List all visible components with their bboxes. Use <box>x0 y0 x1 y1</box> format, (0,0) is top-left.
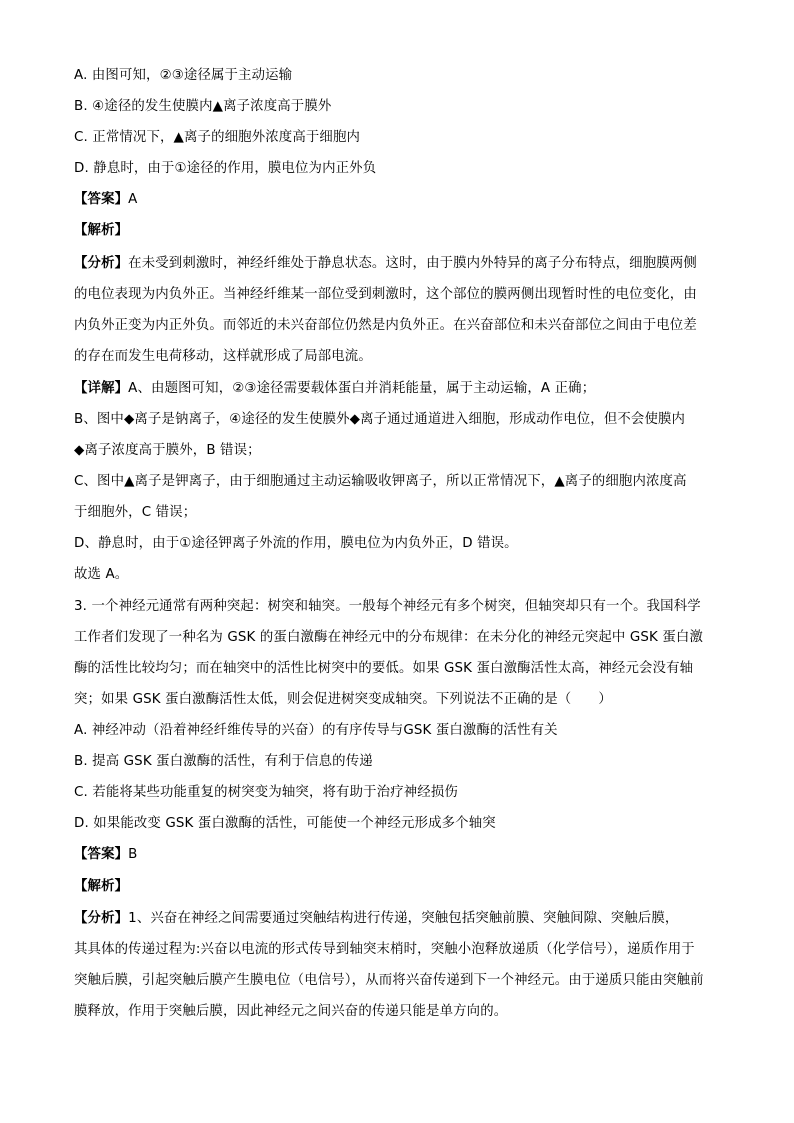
q2-analysis-heading: 【解析】 <box>74 223 129 238</box>
q3-option-c: C. 若能将某些功能重复的树突变为轴突，将有助于治疗神经损伤 <box>74 785 458 800</box>
q2-option-b: B. ④途径的发生使膜内▲离子浓度高于膜外 <box>74 99 332 114</box>
answer-value: A <box>128 192 138 207</box>
q3-option-d: D. 如果能改变 GSK 蛋白激酶的活性，可能使一个神经元形成多个轴突 <box>74 816 496 831</box>
q3-stem-line-3: 酶的活性比较均匀；而在轴突中的活性比树突中的要低。如果 GSK 蛋白激酶活性太高，神经元会没有轴 <box>74 661 694 676</box>
fenxi-text: 1、兴奋在神经之间需要通过突触结构进行传递，突触包括突触前膜、突触间隙、突触后膜， <box>128 911 679 926</box>
q3-fenxi-line-1 <box>74 910 724 928</box>
q2-xiangjie-line-5: 于细胞外，C 错误； <box>74 505 197 520</box>
q2-option-c: C. 正常情况下，▲离子的细胞外浓度高于细胞内 <box>74 130 361 145</box>
q2-conclusion: 故选 A。 <box>74 567 129 582</box>
q2-fenxi-line-2: 的电位表现为内负外正。当神经纤维某一部位受到刺激时，这个部位的膜两侧出现暂时性的电位变化，由 <box>74 287 697 302</box>
q2-xiangjie-line-4: C、图中▲离子是钾离子，由于细胞通过主动运输吸收钾离子，所以正常情况下，▲离子的细胞内浓度高 <box>74 474 687 489</box>
q2-xiangjie-line-6: D、静息时，由于①途径钾离子外流的作用，膜电位为内负外正，D 错误。 <box>74 536 518 551</box>
q3-answer <box>74 846 724 864</box>
q2-fenxi-line-1 <box>74 255 724 273</box>
q2-answer <box>74 191 724 209</box>
q2-fenxi-line-4: 的存在而发生电荷移动，这样就形成了局部电流。 <box>74 349 372 364</box>
xiangjie-text: A、由题图可知，②③途径需要载体蛋白并消耗能量，属于主动运输，A 正确； <box>128 381 596 396</box>
q3-option-b: B. 提高 GSK 蛋白激酶的活性，有利于信息的传递 <box>74 754 373 769</box>
q2-xiangjie-line-1 <box>74 380 724 398</box>
q3-stem-line-1: 3. 一个神经元通常有两种突起：树突和轴突。一般每个神经元有多个树突，但轴突却只有一个。我国科学 <box>74 599 701 614</box>
q2-fenxi-line-3: 内负外正变为内正外负。而邻近的未兴奋部位仍然是内负外正。在兴奋部位和未兴奋部位之间由于电位差 <box>74 318 697 333</box>
q2-option-d: D. 静息时，由于①途径的作用，膜电位为内正外负 <box>74 161 377 176</box>
answer-tag: 【答案】 <box>74 192 129 207</box>
xiangjie-tag: 【详解】 <box>74 381 129 396</box>
q3-fenxi-line-2: 其具体的传递过程为:兴奋以电流的形式传导到轴突末梢时，突触小泡释放递质（化学信号），递质作用于 <box>74 942 695 957</box>
fenxi-tag: 【分析】 <box>74 256 129 271</box>
q2-xiangjie-line-3: ◆离子浓度高于膜外，B 错误； <box>74 443 261 458</box>
q3-option-a: A. 神经冲动（沿着神经纤维传导的兴奋）的有序传导与GSK 蛋白激酶的活性有关 <box>74 723 558 738</box>
q3-stem-line-2: 工作者们发现了一种名为 GSK 的蛋白激酶在神经元中的分布规律：在未分化的神经元突起中 GSK 蛋白激 <box>74 630 704 645</box>
answer-value: B <box>128 847 138 862</box>
q3-analysis-heading: 【解析】 <box>74 879 129 894</box>
q3-fenxi-line-3: 突触后膜，引起突触后膜产生膜电位（电信号），从而将兴奋传递到下一个神经元。由于递质只能由突触前 <box>74 973 704 988</box>
fenxi-tag: 【分析】 <box>74 911 129 926</box>
q3-stem-line-4: 突；如果 GSK 蛋白激酶活性太低，则会促进树突变成轴突。下列说法不正确的是（ ） <box>74 692 612 707</box>
answer-tag: 【答案】 <box>74 847 129 862</box>
fenxi-text: 在未受到刺激时，神经纤维处于静息状态。这时，由于膜内外特异的离子分布特点，细胞膜两侧 <box>128 256 697 271</box>
q2-xiangjie-line-2: B、图中◆离子是钠离子，④途径的发生使膜外◆离子通过通道进入细胞，形成动作电位，但不会使膜内 <box>74 412 686 427</box>
q3-fenxi-line-4: 膜释放，作用于突触后膜，因此神经元之间兴奋的传递只能是单方向的。 <box>74 1004 508 1019</box>
q2-option-a: A. 由图可知，②③途径属于主动运输 <box>74 68 293 83</box>
